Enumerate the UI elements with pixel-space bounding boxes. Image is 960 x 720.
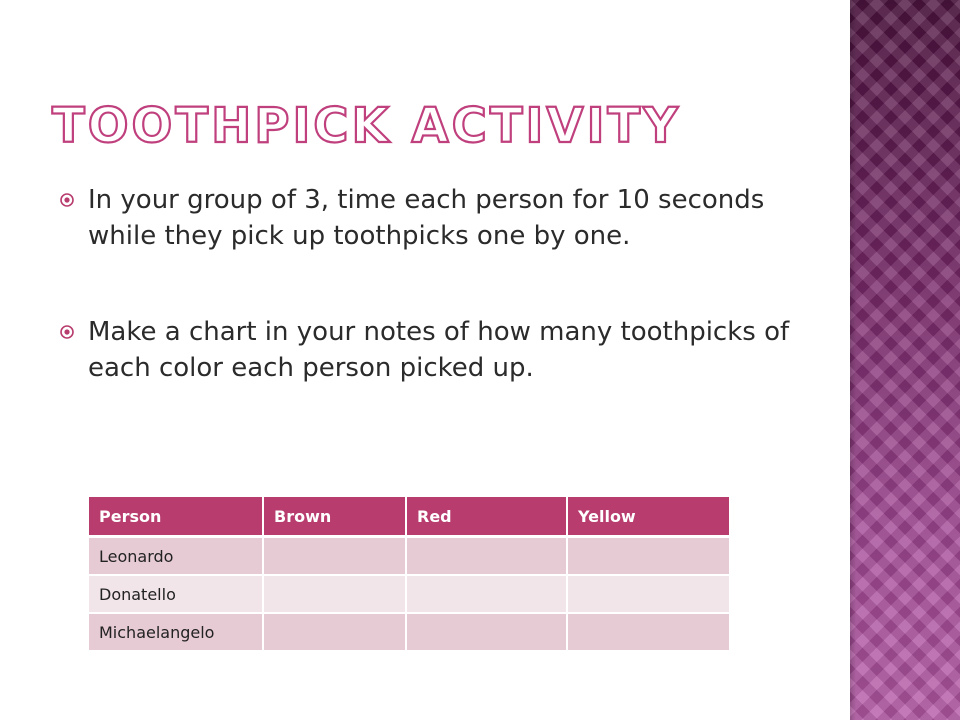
table-row: [89, 576, 729, 614]
decorative-side-panel: [850, 0, 960, 720]
column-header-yellow: Yellow: [568, 497, 729, 538]
bullet-text: Make a chart in your notes of how many toothpicks of each color each person picked up.: [88, 317, 790, 383]
table-cell-red: [407, 576, 568, 614]
column-header-brown: Brown: [264, 497, 407, 538]
column-header-red: Red: [407, 497, 568, 538]
table-cell-person: Michaelangelo: [89, 614, 264, 652]
tally-table-container: [89, 497, 729, 652]
bullet-list: [60, 182, 820, 386]
table-cell-brown: [264, 538, 407, 576]
table-cell-yellow: [568, 576, 729, 614]
table-cell-person: Donatello: [89, 576, 264, 614]
table-row: [89, 614, 729, 652]
table-cell-red: [407, 614, 568, 652]
target-bullet-icon: [60, 325, 74, 339]
table-cell-brown: [264, 576, 407, 614]
title-text: TOOTHPICK ACTIVITY: [52, 98, 681, 150]
table-row: [89, 538, 729, 576]
table-cell-brown: [264, 614, 407, 652]
title-outline-text: [48, 90, 828, 150]
slide-title: [48, 90, 828, 150]
table-cell-red: [407, 538, 568, 576]
table-header-row: [89, 497, 729, 538]
column-header-person: Person: [89, 497, 264, 538]
target-bullet-icon: [60, 193, 74, 207]
table-cell-yellow: [568, 614, 729, 652]
bullet-item: [60, 182, 820, 254]
table-cell-yellow: [568, 538, 729, 576]
bullet-item: [60, 314, 820, 386]
table-cell-person: Leonardo: [89, 538, 264, 576]
side-panel-shadow: [850, 0, 856, 720]
tally-table: [89, 497, 729, 652]
bullet-text: In your group of 3, time each person for 10 seconds while they pick up toothpicks one by one.: [88, 185, 765, 251]
